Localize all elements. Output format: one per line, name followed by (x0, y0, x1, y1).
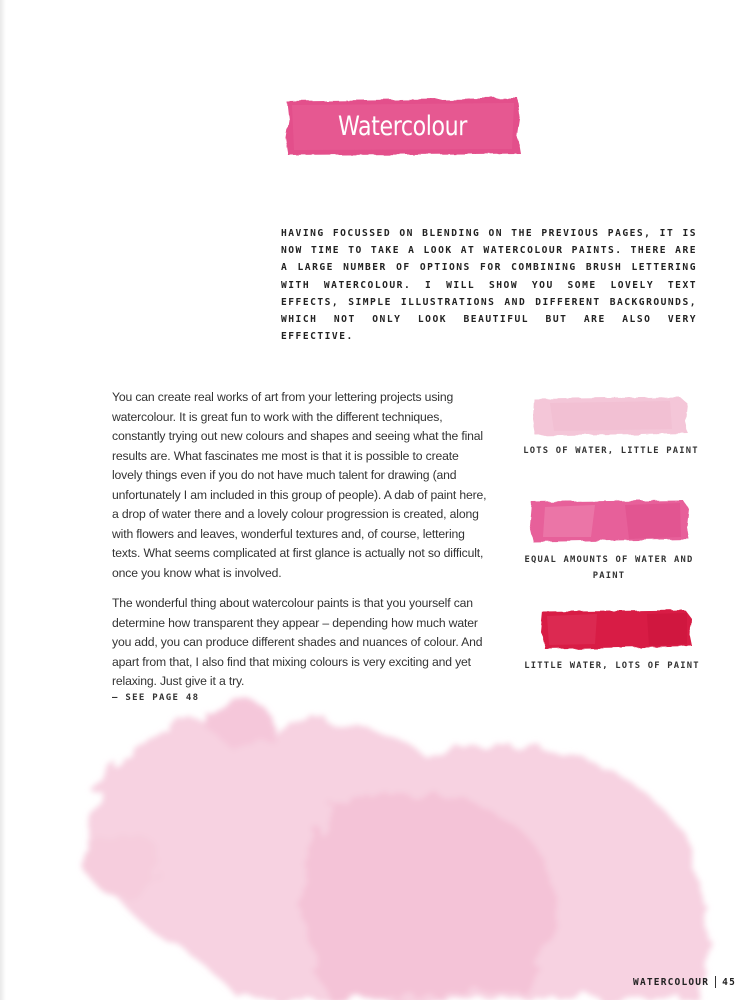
intro-paragraph: HAVING FOCUSSED ON BLENDING ON THE PREVIOUS PAGES, IT IS NOW TIME TO TAKE A LOOK AT WATERCOLOUR PAINTS. THERE ARE A LARGE NUMBER OF OPTIONS FOR COMBINING BRUSH LETTERING WITH WATERCOLOUR. I WILL SHOW YOU SOME LOVELY TEXT EFFECTS, SIMPLE ILLUSTRATIONS AND DIFFERENT BACKGROUNDS, WHICH NOT ONLY LOOK BEAUTIFUL BUT ARE ALSO VERY EFFECTIVE. (281, 228, 697, 343)
swatch-caption: LOTS OF WATER, LITTLE PAINT (523, 446, 699, 456)
watercolour-splash-illustration (0, 680, 750, 1000)
body-paragraph: You can create real works of art from your lettering projects using watercolour. It is great fun to work with the different techniques, constantly trying out new colours and shapes and seeing what the final results are. What fascinates me most is that it is possible to create lovely things even if you do not have much talent for drawing (and unfortunately I am included in this group of people). A dab of paint here, a drop of water there and a lovely colour progression is created, along with flowers and leaves, wonderful textures and, of course, lettering texts. What seems complicated at first glance is actually not so difficult, once you know what is involved. (112, 390, 487, 580)
deep-swatch (537, 608, 694, 652)
swatch-caption: LITTLE WATER, LOTS OF PAINT (524, 661, 700, 671)
footer-chapter: WATERCOLOUR (633, 976, 710, 988)
page-footer (633, 976, 736, 988)
medium-swatch (525, 497, 693, 545)
page-number: 45 (722, 976, 736, 988)
title-banner (282, 95, 523, 157)
see-page-reference: – SEE PAGE 48 (112, 693, 200, 703)
light-swatch (530, 395, 692, 439)
body-text-column (112, 388, 490, 692)
footer-divider (715, 976, 716, 988)
swatch-caption: EQUAL AMOUNTS OF WATER AND PAINT (524, 555, 694, 581)
body-paragraph: The wonderful thing about watercolour paints is that you yourself can determine how transparent they appear – depending how much water you add, you can produce different shades and nuances of colour. And apart from that, I also find that mixing colours is very exciting and yet relaxing. Just give it a try. (112, 596, 483, 688)
page-title: Watercolour (337, 110, 467, 142)
